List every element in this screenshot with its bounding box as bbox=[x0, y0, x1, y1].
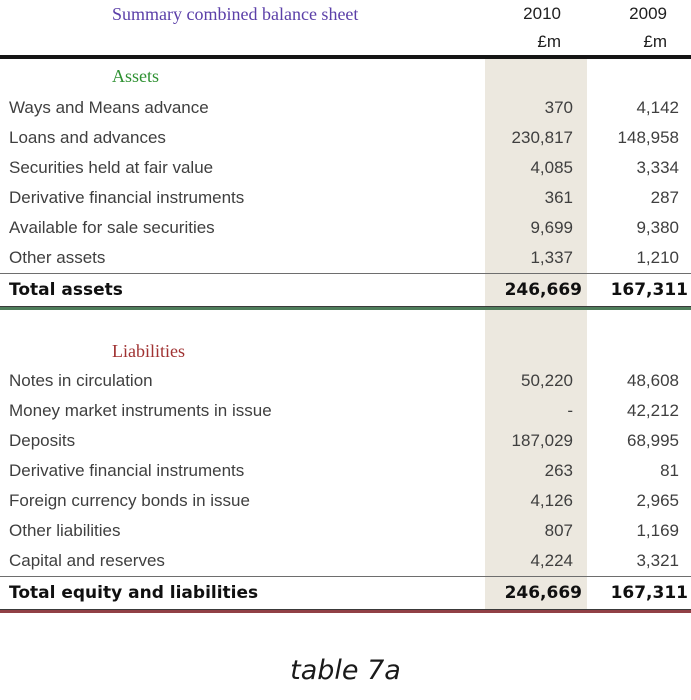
row-value-2009: 148,958 bbox=[617, 128, 679, 147]
section-heading-liabilities bbox=[0, 336, 691, 366]
row-label: Foreign currency bonds in issue bbox=[9, 491, 250, 510]
row-value-2009: 3,334 bbox=[636, 158, 679, 177]
total-liabilities-bottom-rule bbox=[0, 609, 691, 613]
row-value-2010: 263 bbox=[544, 461, 573, 480]
row-label: Other liabilities bbox=[9, 521, 121, 540]
total-assets-row bbox=[0, 274, 691, 306]
table-row bbox=[0, 546, 691, 576]
table-row bbox=[0, 486, 691, 516]
table-row bbox=[0, 396, 691, 426]
table-header-years bbox=[0, 0, 691, 28]
column-header-2009: 2009 bbox=[629, 4, 667, 23]
total-value-2010: 246,669 bbox=[504, 583, 582, 603]
row-label: Other assets bbox=[9, 248, 106, 267]
row-value-2009: 9,380 bbox=[636, 218, 679, 237]
row-value-2009: 1,169 bbox=[636, 521, 679, 540]
total-equity-liabilities-row bbox=[0, 577, 691, 609]
section-heading-label: Assets bbox=[112, 65, 160, 86]
total-value-2010: 246,669 bbox=[504, 280, 582, 300]
table-row bbox=[0, 183, 691, 213]
row-value-2010: 361 bbox=[544, 188, 573, 207]
row-value-2009: 68,995 bbox=[627, 431, 679, 450]
row-label: Available for sale securities bbox=[9, 218, 215, 237]
table-row bbox=[0, 516, 691, 546]
row-label: Securities held at fair value bbox=[9, 158, 214, 177]
table-row bbox=[0, 123, 691, 153]
total-label: Total assets bbox=[9, 280, 123, 300]
row-label: Derivative financial instruments bbox=[9, 461, 245, 480]
row-value-2010: 370 bbox=[544, 98, 573, 117]
row-value-2010: 9,699 bbox=[530, 218, 573, 237]
row-value-2010: 4,224 bbox=[530, 551, 573, 570]
row-value-2010: 50,220 bbox=[521, 371, 573, 390]
row-value-2009: 287 bbox=[650, 188, 679, 207]
row-value-2010: 230,817 bbox=[511, 128, 573, 147]
row-value-2009: 48,608 bbox=[627, 371, 679, 390]
row-value-2010: 1,337 bbox=[530, 248, 573, 267]
table-row bbox=[0, 426, 691, 456]
row-value-2009: 81 bbox=[660, 461, 679, 480]
row-value-2010: 4,085 bbox=[530, 158, 573, 177]
row-value-2010: 4,126 bbox=[530, 491, 573, 510]
row-label: Notes in circulation bbox=[9, 371, 153, 390]
row-value-2010: 807 bbox=[544, 521, 573, 540]
row-label: Loans and advances bbox=[9, 128, 166, 147]
total-value-2009: 167,311 bbox=[610, 280, 688, 300]
unit-label-2009: £m bbox=[643, 31, 667, 51]
table-row bbox=[0, 153, 691, 183]
table-row bbox=[0, 366, 691, 396]
section-gap bbox=[0, 310, 691, 336]
section-heading-label: Liabilities bbox=[112, 340, 185, 361]
row-label: Deposits bbox=[9, 431, 76, 450]
page-title: Summary combined balance sheet bbox=[112, 3, 359, 24]
table-row bbox=[0, 213, 691, 243]
column-header-2010: 2010 bbox=[523, 4, 561, 23]
unit-label-2010: £m bbox=[537, 31, 561, 51]
total-label: Total equity and liabilities bbox=[9, 583, 259, 603]
row-value-2010: 187,029 bbox=[511, 431, 573, 450]
row-label: Capital and reserves bbox=[9, 551, 165, 570]
table-header-units bbox=[0, 28, 691, 55]
row-label: Derivative financial instruments bbox=[9, 188, 245, 207]
section-heading-assets bbox=[0, 59, 691, 93]
row-label: Money market instruments in issue bbox=[9, 401, 272, 420]
row-value-2009: 4,142 bbox=[636, 98, 679, 117]
table-row bbox=[0, 243, 691, 273]
table-caption: table 7a bbox=[290, 655, 401, 686]
table-row bbox=[0, 93, 691, 123]
row-value-2009: 42,212 bbox=[627, 401, 679, 420]
total-value-2009: 167,311 bbox=[610, 583, 688, 603]
table-row bbox=[0, 456, 691, 486]
row-value-2009: 3,321 bbox=[636, 551, 679, 570]
row-value-2010: - bbox=[567, 401, 573, 420]
row-value-2009: 1,210 bbox=[636, 248, 679, 267]
row-label: Ways and Means advance bbox=[9, 98, 209, 117]
row-value-2009: 2,965 bbox=[636, 491, 679, 510]
